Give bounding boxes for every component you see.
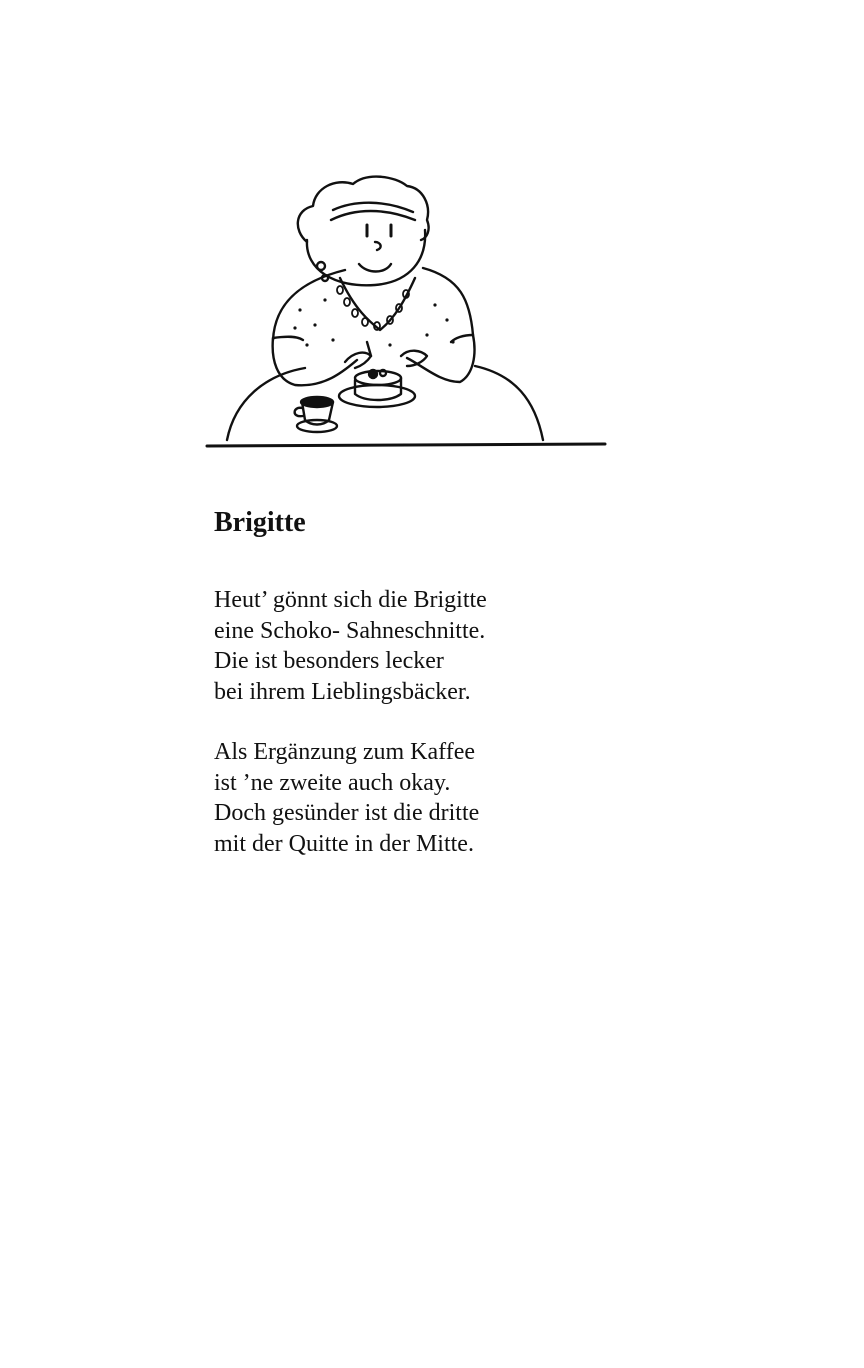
poem-line: Die ist besonders lecker [214, 648, 444, 674]
poem-line: eine Schoko- Sahneschnitte. [214, 617, 486, 644]
poem-line: Als Ergänzung zum Kaffee [214, 739, 476, 765]
poem-line: Doch gesünder ist die dritte [214, 800, 480, 826]
poem-line: ist ’ne zweite auch okay. [214, 769, 451, 796]
poem-line: Heut’ gönnt sich die Brigitte [214, 587, 487, 613]
stanza-2 [214, 737, 634, 859]
poem [214, 505, 634, 889]
poem-line: mit der Quitte in der Mitte. [214, 830, 474, 857]
poem-line: bei ihrem Lieblingsbäcker. [214, 678, 471, 705]
woman-eating-cake-illustration [195, 170, 615, 455]
stanza-1 [214, 585, 634, 707]
woman-eating-cake-icon [195, 170, 615, 455]
poem-title: Brigitte [214, 507, 306, 538]
